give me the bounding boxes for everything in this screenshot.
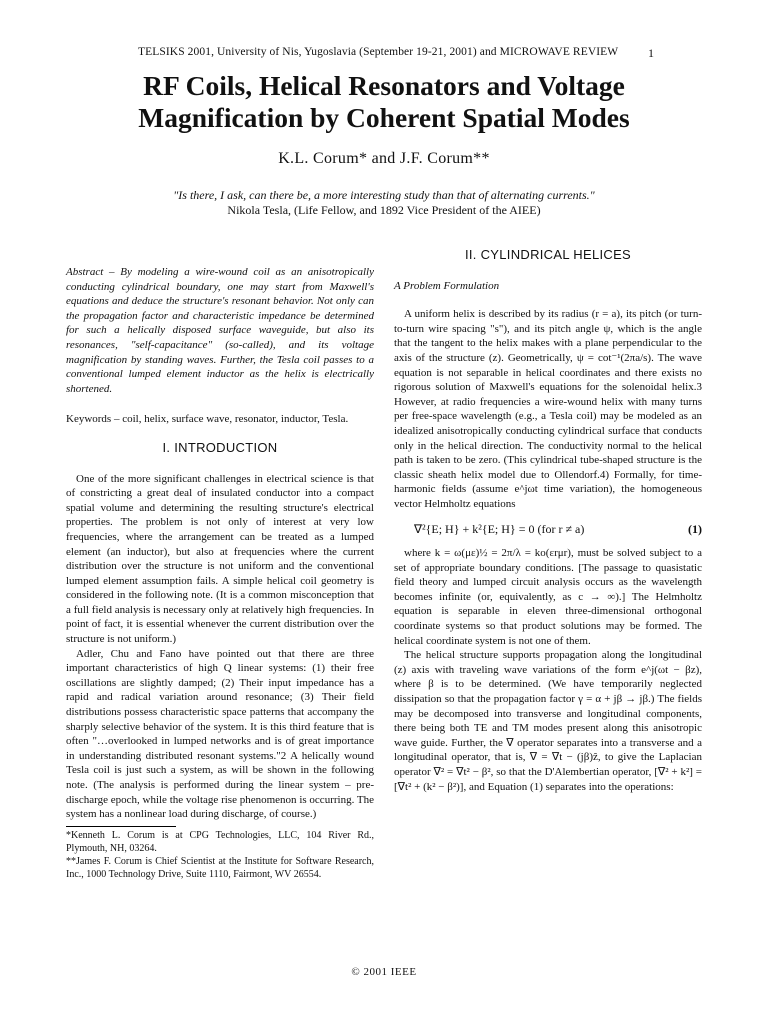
authors: K.L. Corum* and J.F. Corum** [278, 150, 490, 167]
running-head: TELSIKS 2001, University of Nis, Yugoslavia (September 19-21, 2001) and MICROWAVE REVIEW [138, 46, 619, 58]
equation-1-body: ∇²{E; H} + k²{E; H} = 0 (for r ≠ a) [414, 521, 585, 536]
left-column [66, 265, 374, 881]
equation-1-number: (1) [688, 521, 702, 536]
footnote-author-2: **James F. Corum is Chief Scientist at the Institute for Software Research, Inc., 1000 Technology Drive, Suite 1110, Fairmont, WV 26554. [66, 855, 374, 880]
epigraph-quote: "Is there, I ask, can there be, a more interesting study than that of alternating currents." [173, 188, 595, 202]
keywords: Keywords – coil, helix, surface wave, resonator, inductor, Tesla. [66, 413, 349, 426]
epigraph [0, 188, 768, 218]
helices-paragraph-2: where k = ω(με)½ = 2π/λ = ko(εrμr), must be solved subject to a set of appropriate boundary conditions. [The passage to quasistatic field theory and lumped circuit analysis occurs as the wavelength becomes infinite (or, equivalently, as c → ∞).] The Helmholtz equation is separable in eleven three-dimensional orthogonal coordinate systems so that product solutions may be formed. The helical coordinate system is not one of them. [394, 547, 702, 647]
subsection-heading: A Problem Formulation [394, 279, 500, 292]
epigraph-attribution: Nikola Tesla, (Life Fellow, and 1892 Vice President of the AIEE) [227, 203, 541, 217]
helices-paragraph-3: The helical structure supports propagation along the longitudinal (z) axis with traveling wave variations of the form e^j(ωt − βz), where β is to be determined. (We have temporarily neglected dissipation so that the propagation factor γ = α + jβ → jβ.) The fields may be decomposed into transverse and longitudinal components, there being both TE and TM modes present along this anisotropic wave guide. Further, the ∇ operator separates into a transverse and a longitudinal operator, that is, ∇ = ∇t − (jβ)ẑ, to give the Laplacian operator ∇² = ∇t² − β², so that the D'Alembertian operator, [∇² + k²] = [∇t² + (k² − β²)], and Equation (1) separates into the operations: [394, 649, 702, 793]
abstract: Abstract – By modeling a wire-wound coil as an anisotropically conducting cylindrical boundary, one may start from Maxwell's equations and deduce the structure's resonant behavior. Not only can the propagation factor and characteristic impedance be determined for such a helically disposed surface waveguide, but also its resonances, "self-capacitance" (so-called), and its voltage magnification by standing waves. Further, the Tesla coil passes to a conventional lumped element inductor as the helix is electrically shortened. [66, 266, 374, 395]
intro-paragraph-2: Adler, Chu and Fano have pointed out that there are three important characteristics of high Q linear systems: (1) their free oscillations are slightly damped; (2) Their input impedance has a rapid and radical variation around resonance; (3) Their field distributions possess characteristic space patterns that accompany the sharply selective behavior of the system. It is this third feature that is often "…overlooked in lumped networks and is of great importance in understanding distributed resonant systems."2 A helically wound Tesla coil is just such a system, as will be shown in the following note. (The analysis is performed during the linear system – pre-discharge epoch, while the voltage rise phenomenon is occurring. The system has a nonlinear load during discharge, of course.) [66, 647, 374, 821]
footnote-divider [66, 826, 176, 827]
intro-paragraph-1: One of the more significant challenges in electrical science is that of constricting a great deal of insulated conductor into a compact spatial volume and determining the resulting structure's electrical properties. The problem is not only of interest at very low frequencies, where the arrangement can be treated as a lumped element (an inductor), but also at frequencies where the current distribution over the structure is not uniform and the conventional lumped element assumption fails. A simple helical coil geometry is considered in the following note. (It is a common misconception that a full field analysis is necessary only at relatively high frequencies. In point of fact, it is essential whenever the current distribution over the structure is not uniform.) [66, 472, 374, 646]
equation-1 [394, 522, 702, 537]
helices-paragraph-1: A uniform helix is described by its radius (r = a), its pitch (or turn-to-turn wire spacing "s"), and its pitch angle ψ, which is the angle that the tangent to the helix makes with a plane perpendicular to the axis of the structure (z). Geometrically, ψ = cot⁻¹(2πa/s). The wave equation is not separable in helical coordinates and there exists no rigorous solution of Maxwell's equations for the solenoidal helix.3 However, at radio frequencies a wire-wound helix with many turns per free-space wavelength (e.g., a Tesla coil) may be modeled as an idealized anisotropically conducting cylindrical surface that conducts only in the helical direction. The conductivity normal to the helical path is taken to be zero. (This cylindrical tube-shaped structure is the classic sheath helix model due to Ollendorf.4) Formally, for time-harmonic fields (assume e^jωt time variation), the homogeneous vector Helmholtz equations [394, 308, 702, 510]
footnote-author-1: *Kenneth L. Corum is at CPG Technologies, LLC, 104 River Rd., Plymouth, NH, 03264. [66, 829, 374, 854]
copyright-footer: © 2001 IEEE [351, 966, 417, 978]
section-heading-cylindrical-helices: II. CYLINDRICAL HELICES [464, 247, 632, 262]
paper-title: RF Coils, Helical Resonators and Voltage Magnification by Coherent Spatial Modes [138, 70, 630, 133]
section-heading-introduction: I. INTRODUCTION [162, 439, 278, 455]
right-column [394, 248, 702, 794]
page-number: 1 [648, 46, 654, 60]
